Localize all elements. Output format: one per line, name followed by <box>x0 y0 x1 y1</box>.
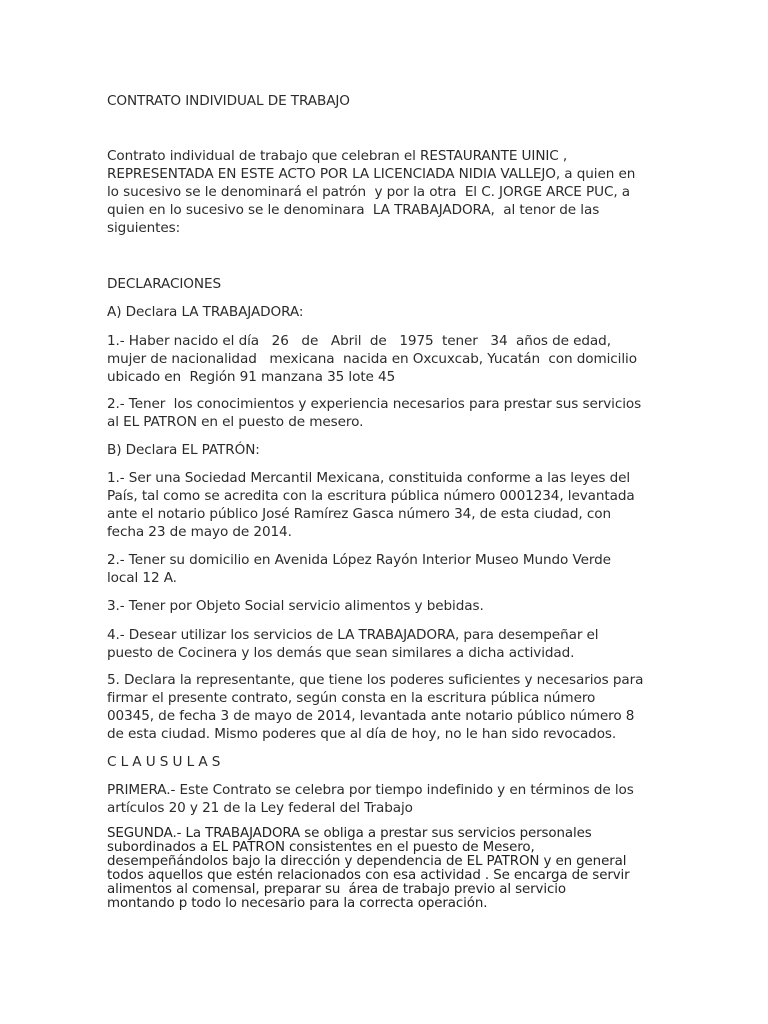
text-line: 00345, de fecha 3 de mayo de 2014, levantada ante notario público número 8 <box>107 708 635 724</box>
text-line: 2.- Tener su domicilio en Avenida López Rayón Interior Museo Mundo Verde <box>107 552 611 568</box>
text-line: montando p todo lo necesario para la correcta operación. <box>107 896 488 911</box>
text-line: siguientes: <box>107 220 181 236</box>
text-line: REPRESENTADA EN ESTE ACTO POR LA LICENCIADA NIDIA VALLEJO, a quien en <box>107 166 636 182</box>
text-line: 5. Declara la representante, que tiene los poderes suficientes y necesarios para <box>107 672 644 688</box>
text-line: fecha 23 de mayo de 2014. <box>107 524 292 540</box>
text-line: puesto de Cocinera y los demás que sean similares a dicha actividad. <box>107 645 575 661</box>
text-line: lo sucesivo se le denominará el patrón y por la otra El C. JORGE ARCE PUC, a <box>107 184 631 200</box>
text-line: 1.- Haber nacido el día 26 de Abril de 1975 tener 34 años de edad, <box>107 333 611 349</box>
text-line: quien en lo sucesivo se le denominara LA TRABAJADORA, al tenor de las <box>107 202 600 218</box>
text-line: subordinados a EL PATRON consistentes en el puesto de Mesero, <box>107 840 535 855</box>
text-line: artículos 20 y 21 de la Ley federal del Trabajo <box>107 800 413 816</box>
text-line: mujer de nacionalidad mexicana nacida en Oxcuxcab, Yucatán con domicilio <box>107 351 637 367</box>
text-line: 1.- Ser una Sociedad Mercantil Mexicana, constituida conforme a las leyes del <box>107 470 631 486</box>
declara-patron-heading: B) Declara EL PATRÓN: <box>107 442 260 458</box>
text-line: 2.- Tener los conocimientos y experiencia necesarios para prestar sus servicios <box>107 396 642 412</box>
text-line: PRIMERA.- Este Contrato se celebra por tiempo indefinido y en términos de los <box>107 782 634 798</box>
text-line: ubicado en Región 91 manzana 35 lote 45 <box>107 369 396 385</box>
text-line: 3.- Tener por Objeto Social servicio alimentos y bebidas. <box>107 598 484 614</box>
text-line: de esta ciudad. Mismo poderes que al día de hoy, no le han sido revocados. <box>107 726 617 742</box>
declara-trabajadora-heading: A) Declara LA TRABAJADORA: <box>107 304 304 320</box>
text-line: alimentos al comensal, preparar su área de trabajo previo al servicio <box>107 882 566 897</box>
clausulas-heading: C L A U S U L A S <box>107 754 221 770</box>
text-line: firmar el presente contrato, según consta en la escritura pública número <box>107 690 596 706</box>
text-line: local 12 A. <box>107 570 177 586</box>
text-line: todos aquellos que estén relacionados con esa actividad . Se encarga de servir <box>107 868 630 883</box>
text-line: País, tal como se acredita con la escritura pública número 0001234, levantada <box>107 488 635 504</box>
text-line: ante el notario público José Ramírez Gasca número 34, de esta ciudad, con <box>107 506 611 522</box>
declaraciones-heading: DECLARACIONES <box>107 276 221 292</box>
text-line: al EL PATRON en el puesto de mesero. <box>107 414 364 430</box>
document-title: CONTRATO INDIVIDUAL DE TRABAJO <box>107 93 350 109</box>
text-line: 4.- Desear utilizar los servicios de LA TRABAJADORA, para desempeñar el <box>107 627 599 643</box>
text-line: Contrato individual de trabajo que celebran el RESTAURANTE UINIC , <box>107 148 568 164</box>
text-line: desempeñándolos bajo la dirección y dependencia de EL PATRON y en general <box>107 854 627 869</box>
text-line: SEGUNDA.- La TRABAJADORA se obliga a prestar sus servicios personales <box>107 826 592 841</box>
